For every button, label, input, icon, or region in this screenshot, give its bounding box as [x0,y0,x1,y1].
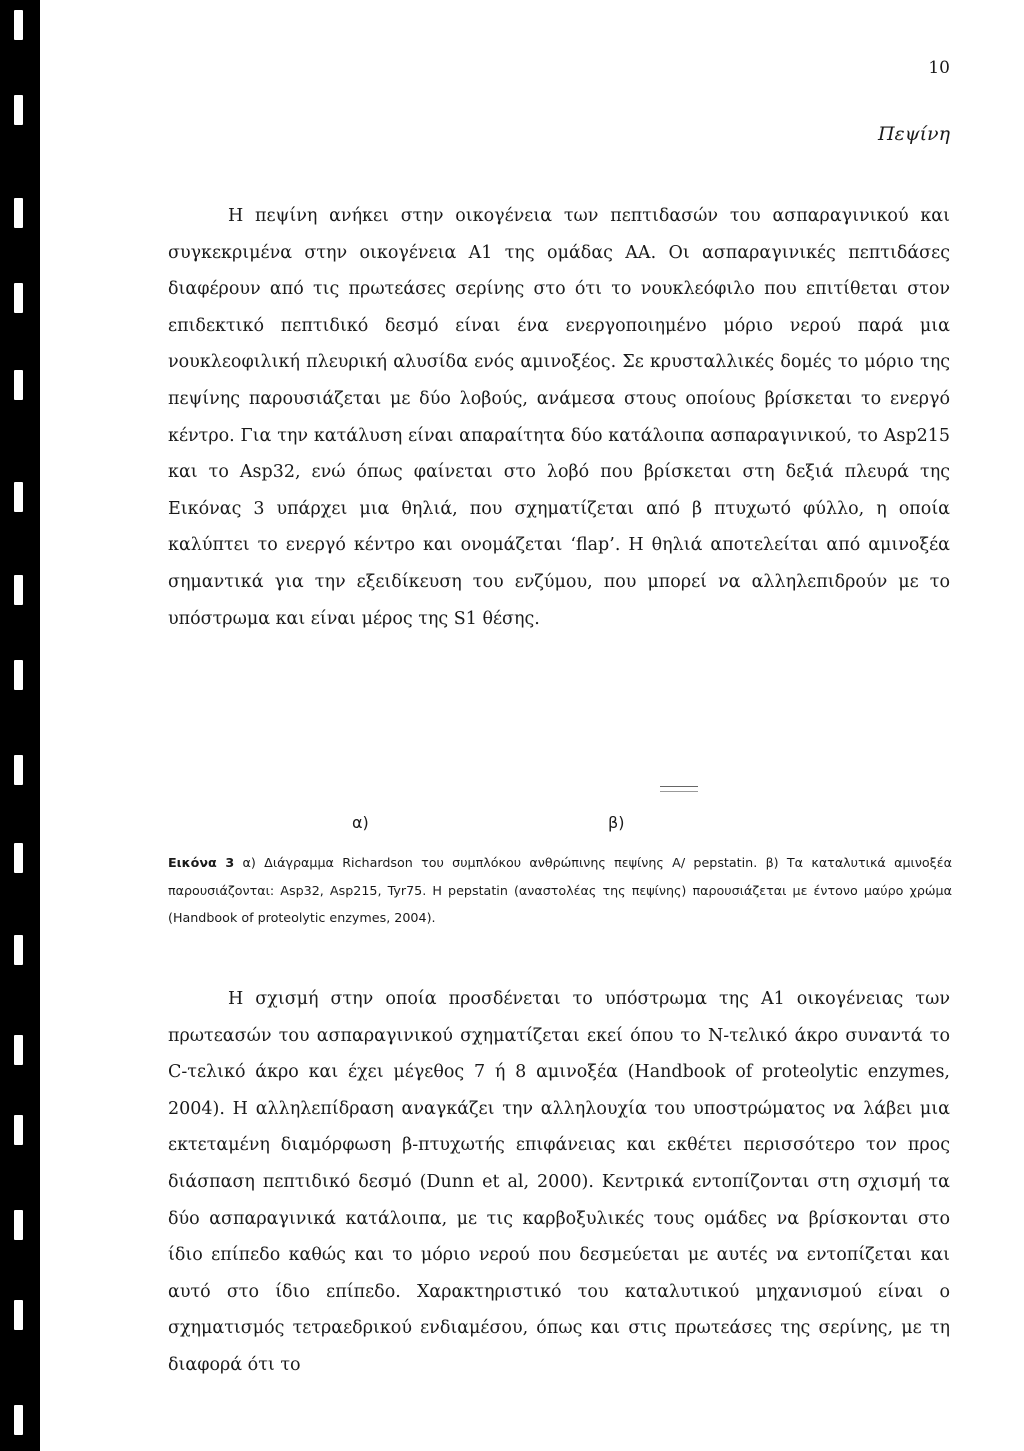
paragraph-1: Η πεψίνη ανήκει στην οικογένεια των πεπτιδασών του ασπαραγινικού και συγκεκριμένα στην οικογένεια Α1 της ομάδας ΑΑ. Οι ασπαραγινικές πεπτιδάσες διαφέρουν από τις πρωτεάσες σερίνης στο ότι το νουκλεόφιλο που επιτίθεται στον επιδεκτικό πεπτιδικό δεσμό είναι ένα ενεργοποιημένο μόριο νερού παρά μια νουκλεοφιλική πλευρική αλυσίδα ενός αμινοξέος. Σε κρυσταλλικές δομές το μόριο της πεψίνης παρουσιάζεται με δύο λοβούς, ανάμεσα στους οποίους βρίσκεται το ενεργό κέντρο. Για την κατάλυση είναι απαραίτητα δύο κατάλοιπα ασπαραγινικού, το Asp215 και το Asp32, ενώ όπως φαίνεται στο λοβό που βρίσκεται στη δεξιά πλευρά της Εικόνας 3 υπάρχει μια θηλιά, που σχηματίζεται από β πτυχωτό φύλλο, η οποία καλύπτει το ενεργό κέντρο και ονομάζεται ‘flap’. Η θηλιά αποτελείται από αμινοξέα σημαντικά για την εξειδίκευση του ενζύμου, που μπορεί να αλληλεπιδρούν με το υπόστρωμα και είναι μέρος της S1 θέσης. [168,206,950,629]
caption-label: Εικόνα 3 [168,855,235,870]
film-perforation [14,843,23,873]
film-perforation [14,370,23,400]
figure-fragment [660,786,698,792]
film-perforation [14,575,23,605]
document-page [40,0,1024,1451]
film-perforation [14,95,23,125]
film-perforation [14,1405,23,1435]
figure-panel-a-label: α) [352,813,369,832]
film-perforation [14,283,23,313]
figure-panel-b-label: β) [608,813,625,832]
film-perforation [14,482,23,512]
film-perforation [14,198,23,228]
film-perforation [14,1115,23,1145]
film-perforation [14,660,23,690]
page-number: 10 [928,58,950,78]
caption-text: α) Διάγραμμα Richardson του συμπλόκου ανθρώπινης πεψίνης Α/ pepstatin. β) Τα καταλυτικά αμινοξέα παρουσιάζονται: Asp32, Asp215, Tyr75. Η pepstatin (αναστολέας της πεψίνης) παρουσιάζεται με έντονο μαύρο χρώμα (Handbook of proteolytic enzymes, 2004). [168,855,952,925]
film-perforation [14,935,23,965]
paragraph-2: Η σχισμή στην οποία προσδένεται το υπόστρωμα της Α1 οικογένειας των πρωτεασών του ασπαραγινικού σχηματίζεται εκεί όπου το Ν-τελικό άκρο συναντά το C-τελικό άκρο και έχει μέγεθος 7 ή 8 αμινοξέα (Handbook of proteolytic enzymes, 2004). Η αλληλεπίδραση αναγκάζει την αλληλουχία του υποστρώματος να λάβει μια εκτεταμένη διαμόρφωση β-πτυχωτής επιφάνειας και εκθέτει περισσότερο τον προς διάσπαση πεπτιδικό δεσμό (Dunn et al, 2000). Κεντρικά εντοπίζονται στη σχισμή τα δύο ασπαραγινικά κατάλοιπα, με τις καρβοξυλικές τους ομάδες να βρίσκονται στο ίδιο επίπεδο καθώς και το μόριο νερού που δεσμεύεται με αυτές να εντοπίζεται και αυτό στο ίδιο επίπεδο. Χαρακτηριστικό του καταλυτικού μηχανισμού είναι ο σχηματισμός τετραεδρικού ενδιαμέσου, όπως και στις πρωτεάσες της σερίνης, με τη διαφορά ότι το [168,989,950,1375]
film-perforation [14,755,23,785]
figure-caption [168,849,952,932]
film-perforation [14,1300,23,1330]
film-perforation [14,1210,23,1240]
film-perforation [14,1035,23,1065]
film-strip-border [0,0,40,1451]
film-perforation [14,10,23,40]
running-head: Πεψίνη [877,123,950,145]
